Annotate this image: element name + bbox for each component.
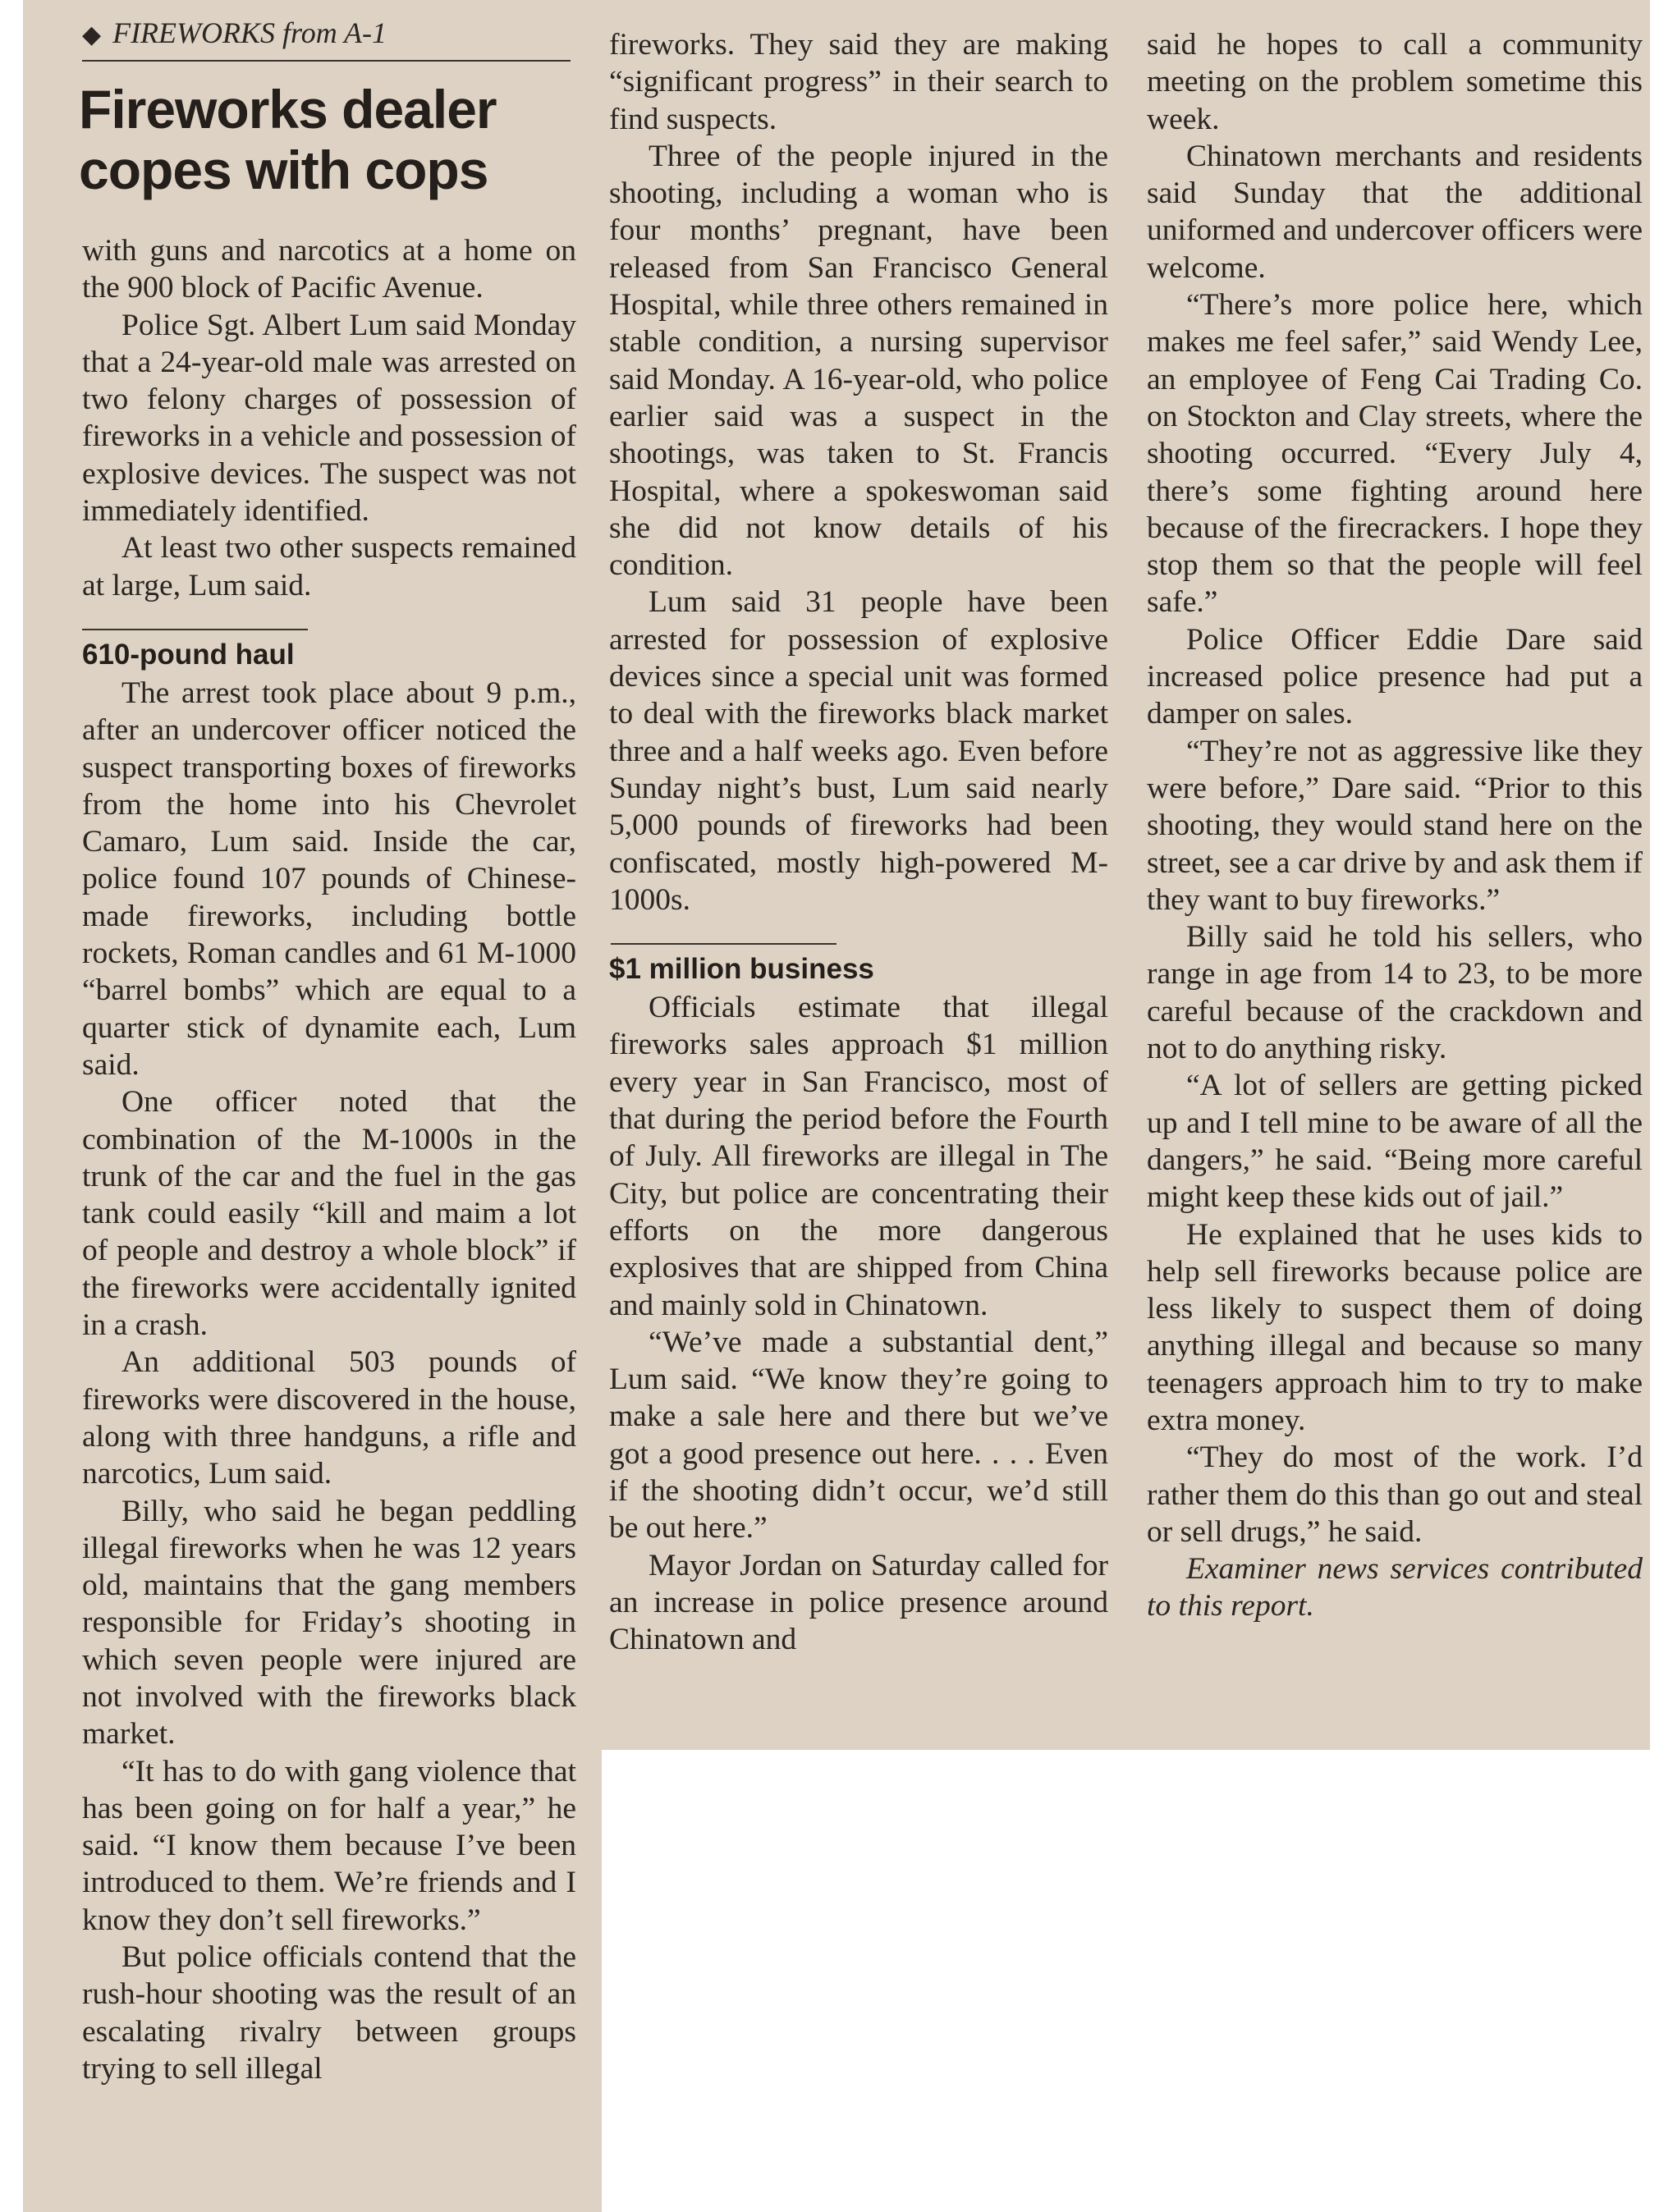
paragraph: At least two other suspects remained at large, Lum said. [82,531,576,602]
paragraph: One officer noted that the combination of the M-1000s in the trunk of the car and the fuel in the gas tank could easily “kill and maim a lot of people and destroy a whole block” if the fireworks were accidentally ignited in a crash. [82,1085,576,1343]
contributor-credit: Examiner news services contributed to this report. [1147,1552,1643,1624]
jump-line-text: FIREWORKS from A-1 [112,16,387,49]
paragraph: said he hopes to call a community meeting on the problem sometime this week. [1147,28,1643,136]
headline: Fireworks dealer copes with cops [79,79,497,200]
paragraph: Mayor Jordan on Saturday called for an increase in police presence around Chinatown and [609,1548,1108,1657]
column-1 [82,232,576,2087]
paragraph: Officials estimate that illegal fireworks sales approach $1 million every year in San Francisco, most of that during the period before the Fourth of July. All fireworks are illegal in The City, but police are concentrating their efforts on the more dangerous explosives that are shipped from China and mainly sold in Chinatown. [609,991,1108,1322]
paragraph: “There’s more police here, which makes me feel safer,” said Wendy Lee, an employee of Feng Cai Trading Co. on Stockton and Clay streets, where the shooting occurred. “Every July 4, there’s some fighting around here because of the firecrackers. I hope they stop them so that the people will feel safe.” [1147,288,1643,620]
subhead: $1 million business [609,953,874,986]
paragraph: But police officials contend that the rush-hour shooting was the result of an escalating rivalry between groups trying to sell illegal [82,1940,576,2086]
paragraph: Lum said 31 people have been arrested for possession of explosive devices since a special unit was formed to deal with the fireworks black market three and a half weeks ago. Even before Sunday night’s bust, Lum said nearly 5,000 pounds of fireworks had been confiscated, mostly high-powered M-1000s. [609,585,1108,917]
paragraph: fireworks. They said they are making “significant progress” in their search to find suspects. [609,28,1108,136]
paragraph: “They’re not as aggressive like they were before,” Dare said. “Prior to this shooting, they would stand here on the street, see a car drive by and ask them if they want to buy fireworks.” [1147,734,1643,917]
paragraph: “We’ve made a substantial dent,” Lum said. “We know they’re going to make a sale here and there but we’ve got a good presence out here. . . . Even if the shooting didn’t occur, we’d still be out here.” [609,1325,1108,1546]
section-rule [82,629,308,630]
column-2 [609,26,1108,1658]
paragraph: “A lot of sellers are getting picked up and I tell mine to be aware of all the dangers,” he said. “Being more careful might keep these kids out of jail.” [1147,1069,1643,1215]
paragraph: with guns and narcotics at a home on the 900 block of Pacific Avenue. [82,234,576,305]
paragraph: Police Sgt. Albert Lum said Monday that a 24-year-old male was arrested on two felony charges of possession of fireworks in a vehicle and possession of explosive devices. The suspect was not immediately identified. [82,308,576,529]
paragraph: Police Officer Eddie Dare said increased police presence had put a damper on sales. [1147,622,1643,731]
paragraph: An additional 503 pounds of fireworks were discovered in the house, along with three handguns, a rifle and narcotics, Lum said. [82,1345,576,1491]
paragraph: “It has to do with gang violence that has been going on for half a year,” he said. “I know them because I’ve been introduced to them. We’re friends and I know they don’t sell fireworks.” [82,1754,576,1937]
subhead: 610-pound haul [82,638,295,671]
paragraph: Chinatown merchants and residents said Sunday that the additional uniformed and undercover officers were welcome. [1147,139,1643,285]
paragraph: Billy said he told his sellers, who range in age from 14 to 23, to be more careful because of the crackdown and not to do anything risky. [1147,920,1643,1066]
paragraph: “They do most of the work. I’d rather them do this than go out and steal or sell drugs,” he said. [1147,1440,1643,1549]
section-rule [611,943,836,945]
paragraph: Billy, who said he began peddling illegal fireworks when he was 12 years old, maintains that the gang members responsible for Friday’s shooting in which seven people were injured are not involved with the fireworks black market. [82,1494,576,1752]
column-3 [1147,26,1643,1625]
diamond-icon: ◆ [82,21,102,48]
paragraph: He explained that he uses kids to help sell fireworks because police are less likely to suspect them of doing anything illegal and because so many teenagers approach him to try to make extra money. [1147,1217,1643,1437]
paragraph: Three of the people injured in the shooting, including a woman who is four months’ pregnant, have been released from San Francisco General Hospital, while three others remained in stable condition, a nursing supervisor said Monday. A 16-year-old, who police earlier said was a suspect in the shootings, was taken to St. Francis Hospital, where a spokeswoman said she did not know details of his condition. [609,139,1108,583]
paragraph: The arrest took place about 9 p.m., after an undercover officer noticed the suspect transporting boxes of fireworks from the home into his Chevrolet Camaro, Lum said. Inside the car, police found 107 pounds of Chinese-made fireworks, including bottle rockets, Roman candles and 61 M-1000 “barrel bombs” which are equal to a quarter stick of dynamite each, Lum said. [82,676,576,1082]
jump-line [82,11,571,62]
